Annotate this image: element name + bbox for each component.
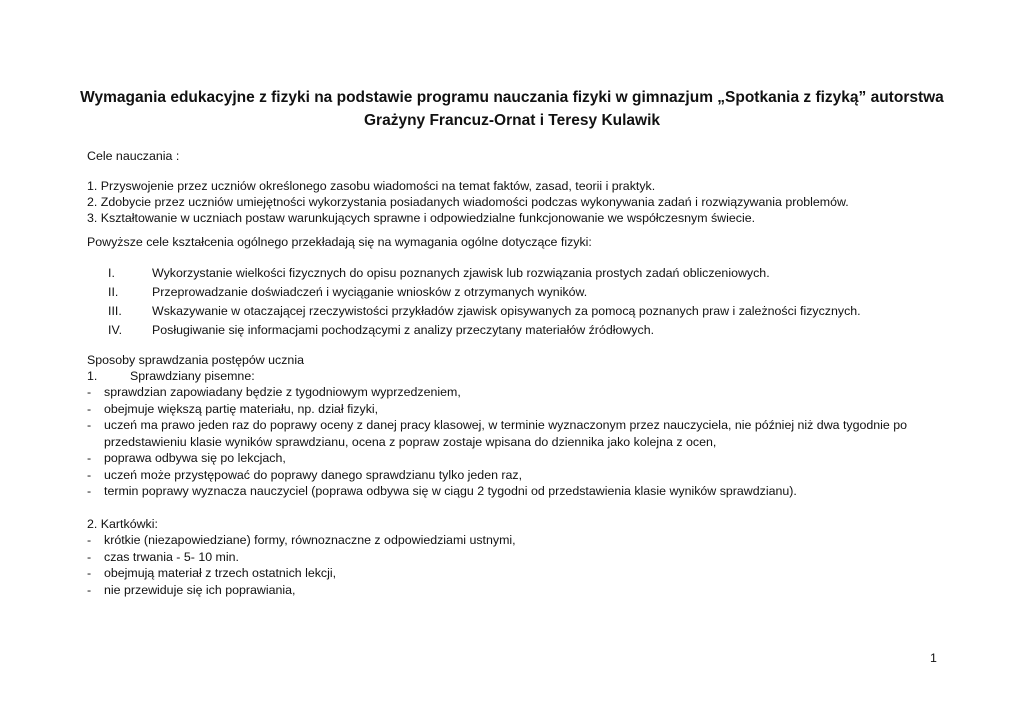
quizzes-bullet-4: nie przewiduje się ich poprawiania,: [104, 583, 296, 597]
bullet-marker: -: [87, 550, 92, 564]
assessment-heading: Sposoby sprawdzania postępów ucznia: [87, 353, 304, 367]
requirement-text-1: Wykorzystanie wielkości fizycznych do opisu poznanych zjawisk lub rozwiązania prostych zadań obliczeniowych.: [152, 266, 770, 280]
requirement-numeral-1: I.: [108, 266, 115, 280]
tests-bullet-4: poprawa odbywa się po lekcjach,: [104, 451, 286, 465]
goal-item-3: 3. Kształtowanie w uczniach postaw warunkujących sprawne i odpowiedzialne funkcjonowanie we współczesnym świecie.: [87, 211, 756, 225]
tests-bullet-1: sprawdzian zapowiadany będzie z tygodniowym wyprzedzeniem,: [104, 385, 461, 399]
tests-number: 1.: [87, 369, 98, 383]
bullet-marker: -: [87, 484, 92, 498]
requirement-numeral-4: IV.: [108, 323, 123, 337]
quizzes-label: 2. Kartkówki:: [87, 517, 158, 531]
requirement-numeral-3: III.: [108, 304, 122, 318]
bullet-marker: -: [87, 583, 92, 597]
requirement-text-3: Wskazywanie w otaczającej rzeczywistości przykładów zjawisk opisywanych za pomocą poznanych praw i zależności fizycznych.: [152, 304, 861, 318]
bullet-marker: -: [87, 451, 92, 465]
bullet-marker: -: [87, 385, 92, 399]
goals-heading: Cele nauczania :: [87, 149, 180, 163]
requirement-text-4: Posługiwanie się informacjami pochodzącymi z analizy przeczytany materiałów źródłowych.: [152, 323, 655, 337]
quizzes-bullet-2: czas trwania - 5- 10 min.: [104, 550, 239, 564]
document-title-line-2: Grażyny Francuz-Ornat i Teresy Kulawik: [363, 112, 661, 129]
bullet-marker: -: [87, 418, 92, 432]
bullet-marker: -: [87, 402, 92, 416]
tests-bullet-6: termin poprawy wyznacza nauczyciel (poprawa odbywa się w ciągu 2 tygodni od przedstawienia klasie wyników sprawdzianu).: [104, 484, 797, 498]
goals-transition: Powyższe cele kształcenia ogólnego przekładają się na wymagania ogólne dotyczące fizyki:: [87, 235, 592, 249]
requirement-text-2: Przeprowadzanie doświadczeń i wyciąganie wniosków z otrzymanych wyników.: [152, 285, 588, 299]
tests-bullet-3-continuation: przedstawieniu klasie wyników sprawdzianu, ocena z popraw zostaje wpisana do dziennika jako kolejna z ocen,: [104, 435, 717, 449]
quizzes-bullet-3: obejmują materiał z trzech ostatnich lekcji,: [104, 566, 337, 580]
page-number: 1: [930, 651, 937, 665]
goal-item-1: 1. Przyswojenie przez uczniów określonego zasobu wiadomości na temat faktów, zasad, teorii i praktyk.: [87, 179, 656, 193]
goal-item-2: 2. Zdobycie przez uczniów umiejętności wykorzystania posiadanych wiadomości podczas wykonywania zadań i rozwiązywania problemów.: [87, 195, 849, 209]
tests-bullet-3: uczeń ma prawo jeden raz do poprawy oceny z danej pracy klasowej, w terminie wyznaczonym przez nauczyciela, nie później niż dwa tygodnie po: [104, 418, 908, 432]
document-title-line-1: Wymagania edukacyjne z fizyki na podstawie programu nauczania fizyki w gimnazjum „Spotkania z fizyką” autorstwa: [80, 89, 944, 106]
bullet-marker: -: [87, 566, 92, 580]
bullet-marker: -: [87, 468, 92, 482]
tests-bullet-5: uczeń może przystępować do poprawy danego sprawdzianu tylko jeden raz,: [104, 468, 523, 482]
quizzes-bullet-1: krótkie (niezapowiedziane) formy, równoznaczne z odpowiedziami ustnymi,: [104, 533, 516, 547]
bullet-marker: -: [87, 533, 92, 547]
requirement-numeral-2: II.: [108, 285, 119, 299]
tests-label: Sprawdziany pisemne:: [130, 369, 255, 383]
tests-bullet-2: obejmuje większą partię materiału, np. dział fizyki,: [104, 402, 379, 416]
